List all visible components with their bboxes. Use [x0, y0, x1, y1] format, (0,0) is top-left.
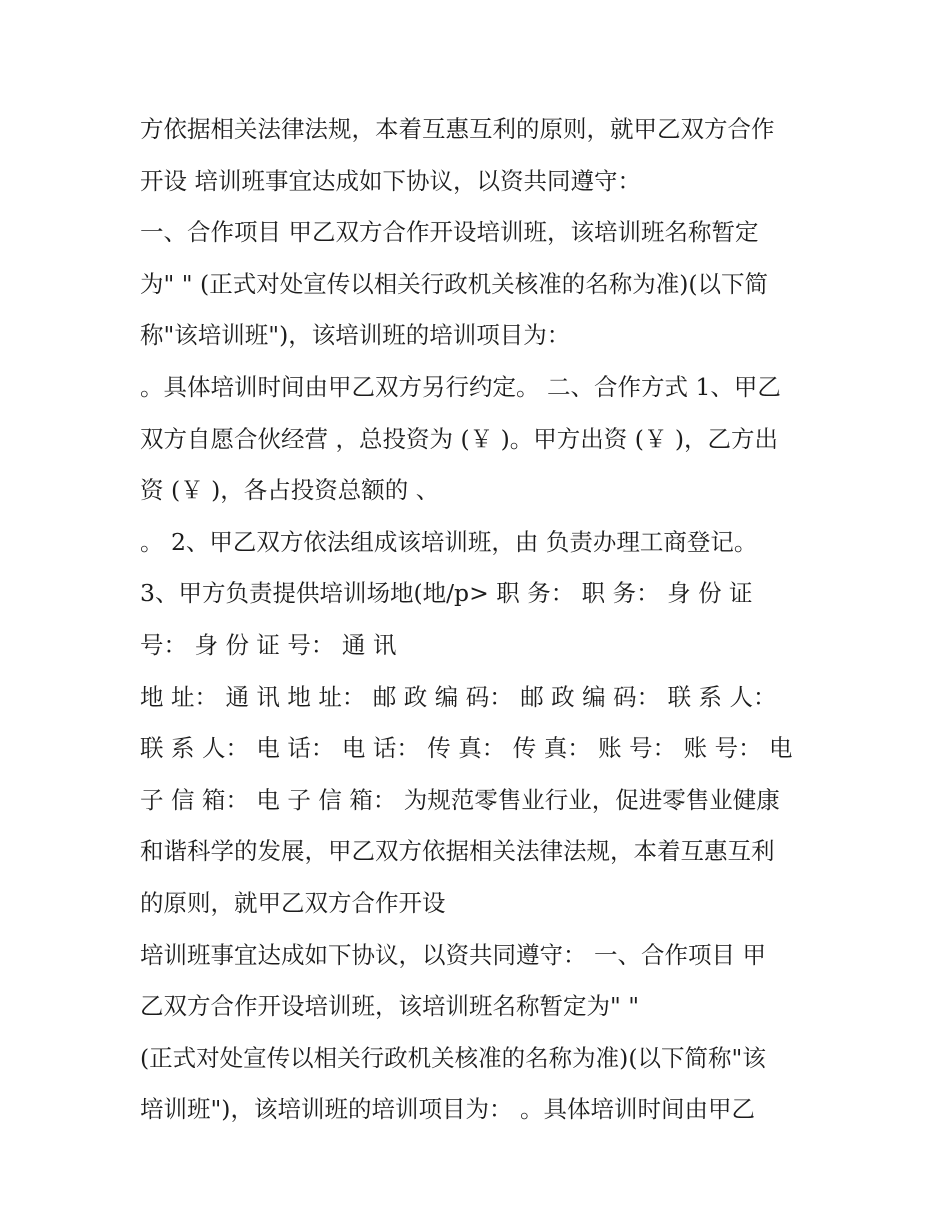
- text-line: 。具体培训时间由甲乙双方另行约定。 二、合作方式 1、甲乙: [140, 372, 781, 401]
- text-line: 开设 培训班事宜达成如下协议，以资共同遵守：: [140, 166, 641, 195]
- text-line: 为" " (正式对处宣传以相关行政机关核准的名称为准)(以下简: [140, 269, 769, 298]
- text-line: 资 (￥ )，各占投资总额的 、: [140, 476, 440, 505]
- text-line: 。 2、甲乙双方依法组成该培训班，由 负责办理工商登记。: [140, 527, 758, 556]
- document-body: [140, 104, 820, 1136]
- text-line: 子 信 箱： 电 子 信 箱： 为规范零售业行业，促进零售业健康: [140, 785, 780, 814]
- text-line: 的原则，就甲乙双方合作开设: [140, 888, 446, 917]
- text-line: 3、甲方负责提供培训场地(地/p> 职 务： 职 务： 身 份 证: [140, 579, 753, 608]
- text-line: 地 址： 通 讯 地 址： 邮 政 编 码： 邮 政 编 码： 联 系 人：: [140, 682, 777, 711]
- text-line: (正式对处宣传以相关行政机关核准的名称为准)(以下简称"该: [140, 1043, 766, 1072]
- text-line: 方依据相关法律法规，本着互惠互利的原则，就甲乙双方合作: [140, 115, 775, 143]
- text-line: 培训班事宜达成如下协议，以资共同遵守： 一、合作项目 甲: [140, 940, 766, 969]
- text-line: 和谐科学的发展，甲乙双方依据相关法律法规，本着互惠互利: [140, 837, 775, 866]
- text-line: 联 系 人： 电 话： 电 话： 传 真： 传 真： 账 号： 账 号： 电: [140, 734, 793, 763]
- text-line: 培训班")，该培训班的培训项目为： 。具体培训时间由甲乙: [140, 1095, 755, 1124]
- text-line: 乙双方合作开设培训班，该培训班名称暂定为" ": [140, 992, 640, 1021]
- text-line: 称"该培训班")，该培训班的培训项目为：: [140, 321, 571, 350]
- text-line: 双方自愿合伙经营 ，总投资为 (￥ )。甲方出资 (￥ )，乙方出: [140, 424, 779, 453]
- text-line: 一、合作项目 甲乙双方合作开设培训班，该培训班名称暂定: [140, 218, 759, 247]
- text-line: 号： 身 份 证 号： 通 讯: [140, 630, 397, 659]
